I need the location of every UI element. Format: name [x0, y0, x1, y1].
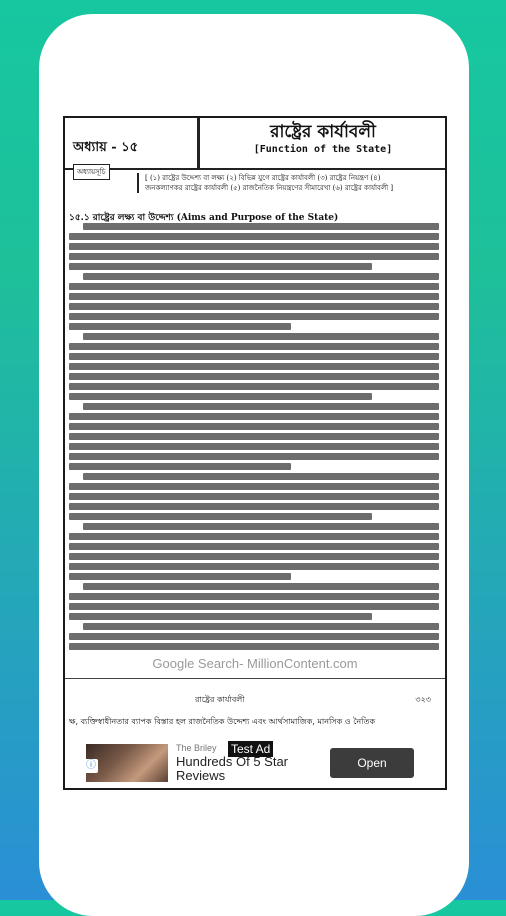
text-line [69, 313, 439, 320]
toc [137, 173, 447, 193]
text-line [69, 233, 439, 240]
toc-line-1: [ (১) রাষ্ট্রের উদ্দেশ্য বা লক্ষ্য (২) বিভিন্ন যুগে রাষ্ট্রের কার্যাবলী (৩) রাষ্ট্রের নিয়ন্ত্রণ (৪) [145, 174, 381, 182]
text-line [69, 323, 291, 330]
text-line [69, 303, 439, 310]
test-ad-badge: Test Ad [228, 741, 273, 757]
text-line [69, 593, 439, 600]
section-heading: ১৫.১ রাষ্ট্রের লক্ষ্য বা উদ্দেশ্য (Aims and Purpose of the State) [69, 213, 339, 223]
toc-label: অধ্যায়সূচি [73, 164, 110, 180]
text-line [83, 583, 439, 590]
text-line [69, 453, 439, 460]
ad-image[interactable] [86, 744, 168, 782]
text-line [69, 253, 439, 260]
toc-line-2: জনকল্যাণকর রাষ্ট্রের কার্যাবলী (৫) রাজনৈতিক নিয়ন্ত্রণের সীমারেখা (৬) রাষ্ট্রের কার্যাবলী ] [145, 184, 394, 192]
chapter-title-box [201, 122, 445, 155]
text-line [69, 463, 291, 470]
running-title: রাষ্ট্রের কার্যাবলী [195, 695, 245, 704]
text-line [69, 243, 439, 250]
text-line [83, 403, 439, 410]
text-line [69, 433, 439, 440]
text-line [83, 333, 439, 340]
body-text [69, 223, 439, 653]
text-line [69, 363, 439, 370]
text-line [69, 533, 439, 540]
text-line [69, 393, 372, 400]
ad-info-icon[interactable]: ⓘ [86, 760, 96, 771]
text-line [69, 493, 439, 500]
text-line [69, 563, 439, 570]
text-line [83, 523, 439, 530]
text-line [83, 623, 439, 630]
text-line [69, 343, 439, 350]
text-line [69, 263, 372, 270]
text-line [69, 423, 439, 430]
text-line [69, 283, 439, 290]
text-line [69, 613, 372, 620]
text-line [83, 223, 439, 230]
text-line [69, 443, 439, 450]
text-line [69, 633, 439, 640]
chapter-label: অধ্যায় - ১৫ [73, 140, 139, 155]
banner-ad[interactable] [84, 741, 438, 785]
text-line [69, 573, 291, 580]
text-line [69, 513, 372, 520]
text-line [69, 503, 439, 510]
text-line [69, 643, 439, 650]
chapter-box [65, 118, 200, 168]
ad-brand: The Briley [176, 743, 217, 753]
chapter-header [65, 118, 445, 170]
chapter-title-bn: রাষ্ট্রের কার্যাবলী [270, 122, 376, 142]
text-line [69, 553, 439, 560]
watermark: Google Search- MillionContent.com [65, 654, 445, 673]
footer-divider [65, 678, 445, 679]
text-line [69, 413, 439, 420]
ad-headline[interactable]: Hundreds Of 5 Star Reviews [176, 754, 288, 783]
page-number: ৩২৩ [415, 695, 431, 704]
next-page-text: ক্ষ, ব্যক্তিস্বাধীনতার ব্যাপক বিস্তার হল রাজনৈতিক উদ্দেশ্য এবং আর্থসামাজিক, মানসিক ও নৈতিক [69, 717, 376, 726]
text-line [69, 293, 439, 300]
ad-open-button[interactable]: Open [330, 748, 414, 778]
text-line [69, 483, 439, 490]
text-line [83, 473, 439, 480]
text-line [69, 353, 439, 360]
text-line [83, 273, 439, 280]
text-line [69, 543, 439, 550]
text-line [69, 373, 439, 380]
chapter-title-en: [Function of the State] [253, 144, 393, 155]
text-line [69, 383, 439, 390]
document-page [63, 116, 447, 790]
text-line [69, 603, 439, 610]
